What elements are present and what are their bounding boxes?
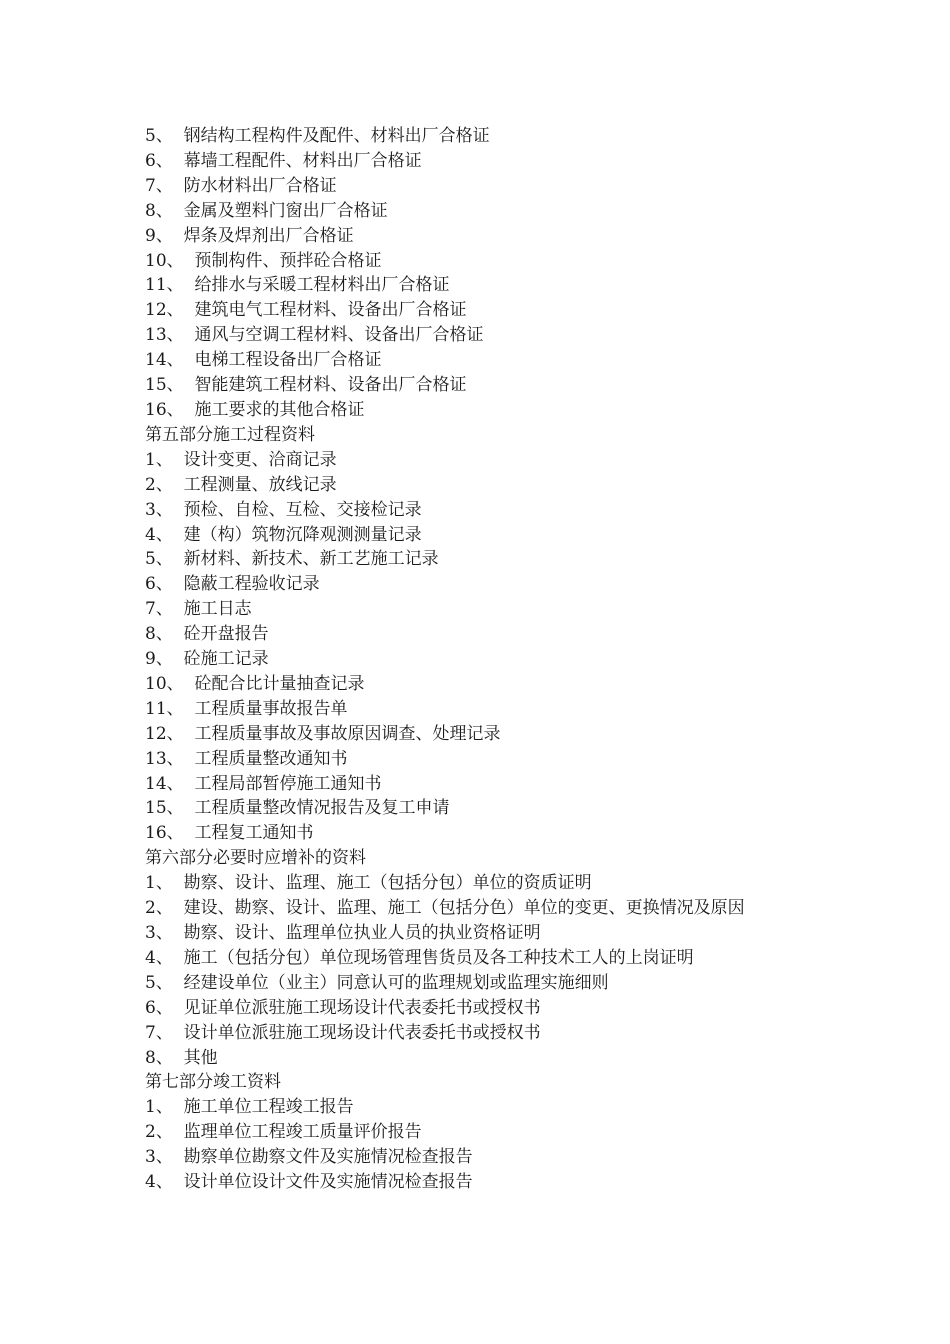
list-item: 5、 钢结构工程构件及配件、材料出厂合格证 xyxy=(145,126,490,146)
list-item: 4、 施工（包括分包）单位现场管理售货员及各工种技术工人的上岗证明 xyxy=(145,947,694,968)
list-item: 2、 建设、勘察、设计、监理、施工（包括分色）单位的变更、更换情况及原因 xyxy=(145,898,745,919)
list-item: 13、 工程质量整改通知书 xyxy=(145,748,348,769)
list-item: 12、 建筑电气工程材料、设备出厂合格证 xyxy=(145,300,467,321)
list-item: 11、 工程质量事故报告单 xyxy=(145,698,348,719)
list-item: 6、 见证单位派驻施工现场设计代表委托书或授权书 xyxy=(145,997,541,1018)
list-item: 5、 经建设单位（业主）同意认可的监理规划或监理实施细则 xyxy=(145,972,609,993)
list-item: 14、 工程局部暂停施工通知书 xyxy=(145,773,382,794)
list-item: 8、 金属及塑料门窗出厂合格证 xyxy=(145,200,388,221)
list-item: 4、 建（构）筑物沉降观测测量记录 xyxy=(145,524,422,545)
list-item: 1、 勘察、设计、监理、施工（包括分包）单位的资质证明 xyxy=(145,873,592,894)
list-item: 15、 智能建筑工程材料、设备出厂合格证 xyxy=(145,375,467,396)
list-item: 4、 设计单位设计文件及实施情况检查报告 xyxy=(145,1172,473,1193)
list-item: 6、 隐蔽工程验收记录 xyxy=(145,574,320,595)
list-item: 9、 焊条及焊剂出厂合格证 xyxy=(145,225,354,246)
list-item: 13、 通风与空调工程材料、设备出厂合格证 xyxy=(145,325,484,346)
section-heading: 第六部分必要时应增补的资料 xyxy=(145,848,366,869)
list-item: 10、 预制构件、预拌砼合格证 xyxy=(145,250,382,271)
list-item: 1、 施工单位工程竣工报告 xyxy=(145,1097,354,1118)
list-item: 8、 砼开盘报告 xyxy=(145,624,269,645)
list-item: 2、 监理单位工程竣工质量评价报告 xyxy=(145,1122,422,1143)
list-item: 2、 工程测量、放线记录 xyxy=(145,474,337,495)
list-item: 16、 施工要求的其他合格证 xyxy=(145,399,365,420)
section-heading: 第五部分施工过程资料 xyxy=(145,424,315,445)
list-item: 11、 给排水与采暖工程材料出厂合格证 xyxy=(145,275,450,296)
list-item: 1、 设计变更、洽商记录 xyxy=(145,449,337,470)
list-item: 3、 勘察、设计、监理单位执业人员的执业资格证明 xyxy=(145,923,541,943)
list-item: 16、 工程复工通知书 xyxy=(145,823,314,844)
list-item: 9、 砼施工记录 xyxy=(145,649,269,670)
list-item: 15、 工程质量整改情况报告及复工申请 xyxy=(145,798,450,819)
list-item: 3、 预检、自检、互检、交接检记录 xyxy=(145,499,422,520)
section-heading: 第七部分竣工资料 xyxy=(145,1072,281,1093)
list-item: 12、 工程质量事故及事故原因调查、处理记录 xyxy=(145,723,501,744)
list-item: 14、 电梯工程设备出厂合格证 xyxy=(145,350,382,371)
list-item: 6、 幕墙工程配件、材料出厂合格证 xyxy=(145,150,422,171)
document-body xyxy=(145,124,805,1195)
list-item: 5、 新材料、新技术、新工艺施工记录 xyxy=(145,549,439,570)
list-item: 7、 防水材料出厂合格证 xyxy=(145,175,337,196)
list-item: 3、 勘察单位勘察文件及实施情况检查报告 xyxy=(145,1147,473,1168)
list-item: 7、 施工日志 xyxy=(145,599,252,620)
list-item: 8、 其他 xyxy=(145,1047,218,1068)
list-item: 7、 设计单位派驻施工现场设计代表委托书或授权书 xyxy=(145,1022,541,1043)
list-item: 10、 砼配合比计量抽查记录 xyxy=(145,673,365,694)
